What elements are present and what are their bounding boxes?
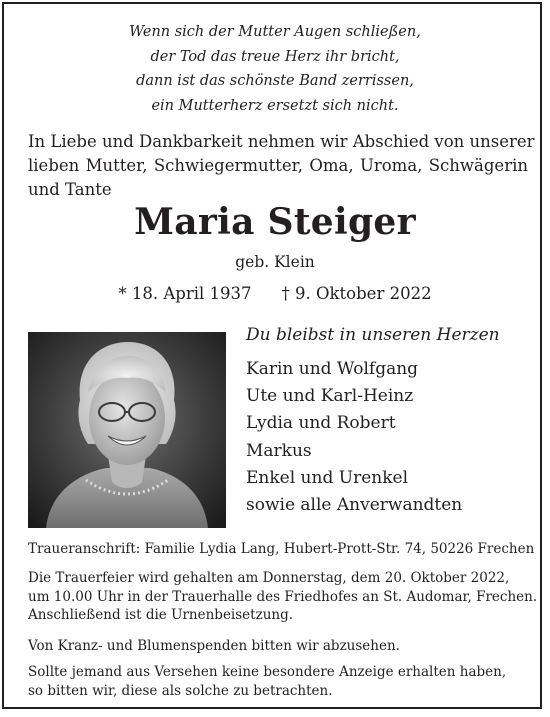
ceremony-line: Die Trauerfeier wird gehalten am Donnerstag, dem 20. Oktober 2022, (28, 570, 510, 586)
farewell-intro (28, 130, 535, 202)
mourner-entry: Markus (246, 440, 312, 461)
birth-date: * 18. April 1937 (118, 284, 252, 303)
poem-line: Wenn sich der Mutter Augen schließen, (129, 24, 421, 40)
poem-line: der Tod das treue Herz ihr bricht, (150, 48, 400, 65)
death-date: † 9. Oktober 2022 (281, 284, 432, 303)
mourners-list (246, 356, 462, 519)
memorial-motto: Du bleibst in unseren Herzen (246, 325, 500, 345)
notice-line: so bitten wir, diese als solche zu betrachten. (28, 682, 333, 699)
mourning-address: Traueranschrift: Familie Lydia Lang, Hubert-Prott-Str. 74, 50226 Frechen (28, 541, 535, 557)
birth-name: geb. Klein (235, 253, 315, 271)
mourner-entry: Lydia und Robert (246, 413, 396, 434)
ceremony-line: um 10.00 Uhr in der Trauerhalle des Friedhofes an St. Audomar, Frechen. (28, 588, 538, 605)
funeral-details (28, 569, 537, 625)
mourner-entry: Karin und Wolfgang (246, 359, 419, 379)
flowers-note: Von Kranz- und Blumenspenden bitten wir abzusehen. (28, 638, 400, 654)
notice-line: Sollte jemand aus Versehen keine besondere Anzeige erhalten haben, (28, 664, 507, 680)
intro-line: und Tante (28, 180, 112, 199)
poem-line: dann ist das schönste Band zerrissen, (136, 73, 414, 89)
intro-line: lieben Mutter, Schwiegermutter, Oma, Uroma, Schwägerin (28, 156, 528, 175)
deceased-name: Maria Steiger (134, 201, 416, 243)
intro-line: In Liebe und Dankbarkeit nehmen wir Abschied von unserer (28, 132, 535, 151)
life-dates (0, 282, 550, 306)
portrait-photo (28, 332, 226, 528)
mourner-entry: Enkel und Urenkel (246, 467, 409, 488)
poem-line: ein Mutterherz ersetzt sich nicht. (151, 97, 399, 114)
mourner-entry: sowie alle Anverwandten (246, 495, 463, 516)
mourner-entry: Ute und Karl-Heinz (246, 386, 414, 407)
closing-notice (28, 663, 506, 700)
memorial-poem (0, 20, 550, 118)
ceremony-line: Anschließend ist die Urnenbeisetzung. (28, 607, 294, 623)
